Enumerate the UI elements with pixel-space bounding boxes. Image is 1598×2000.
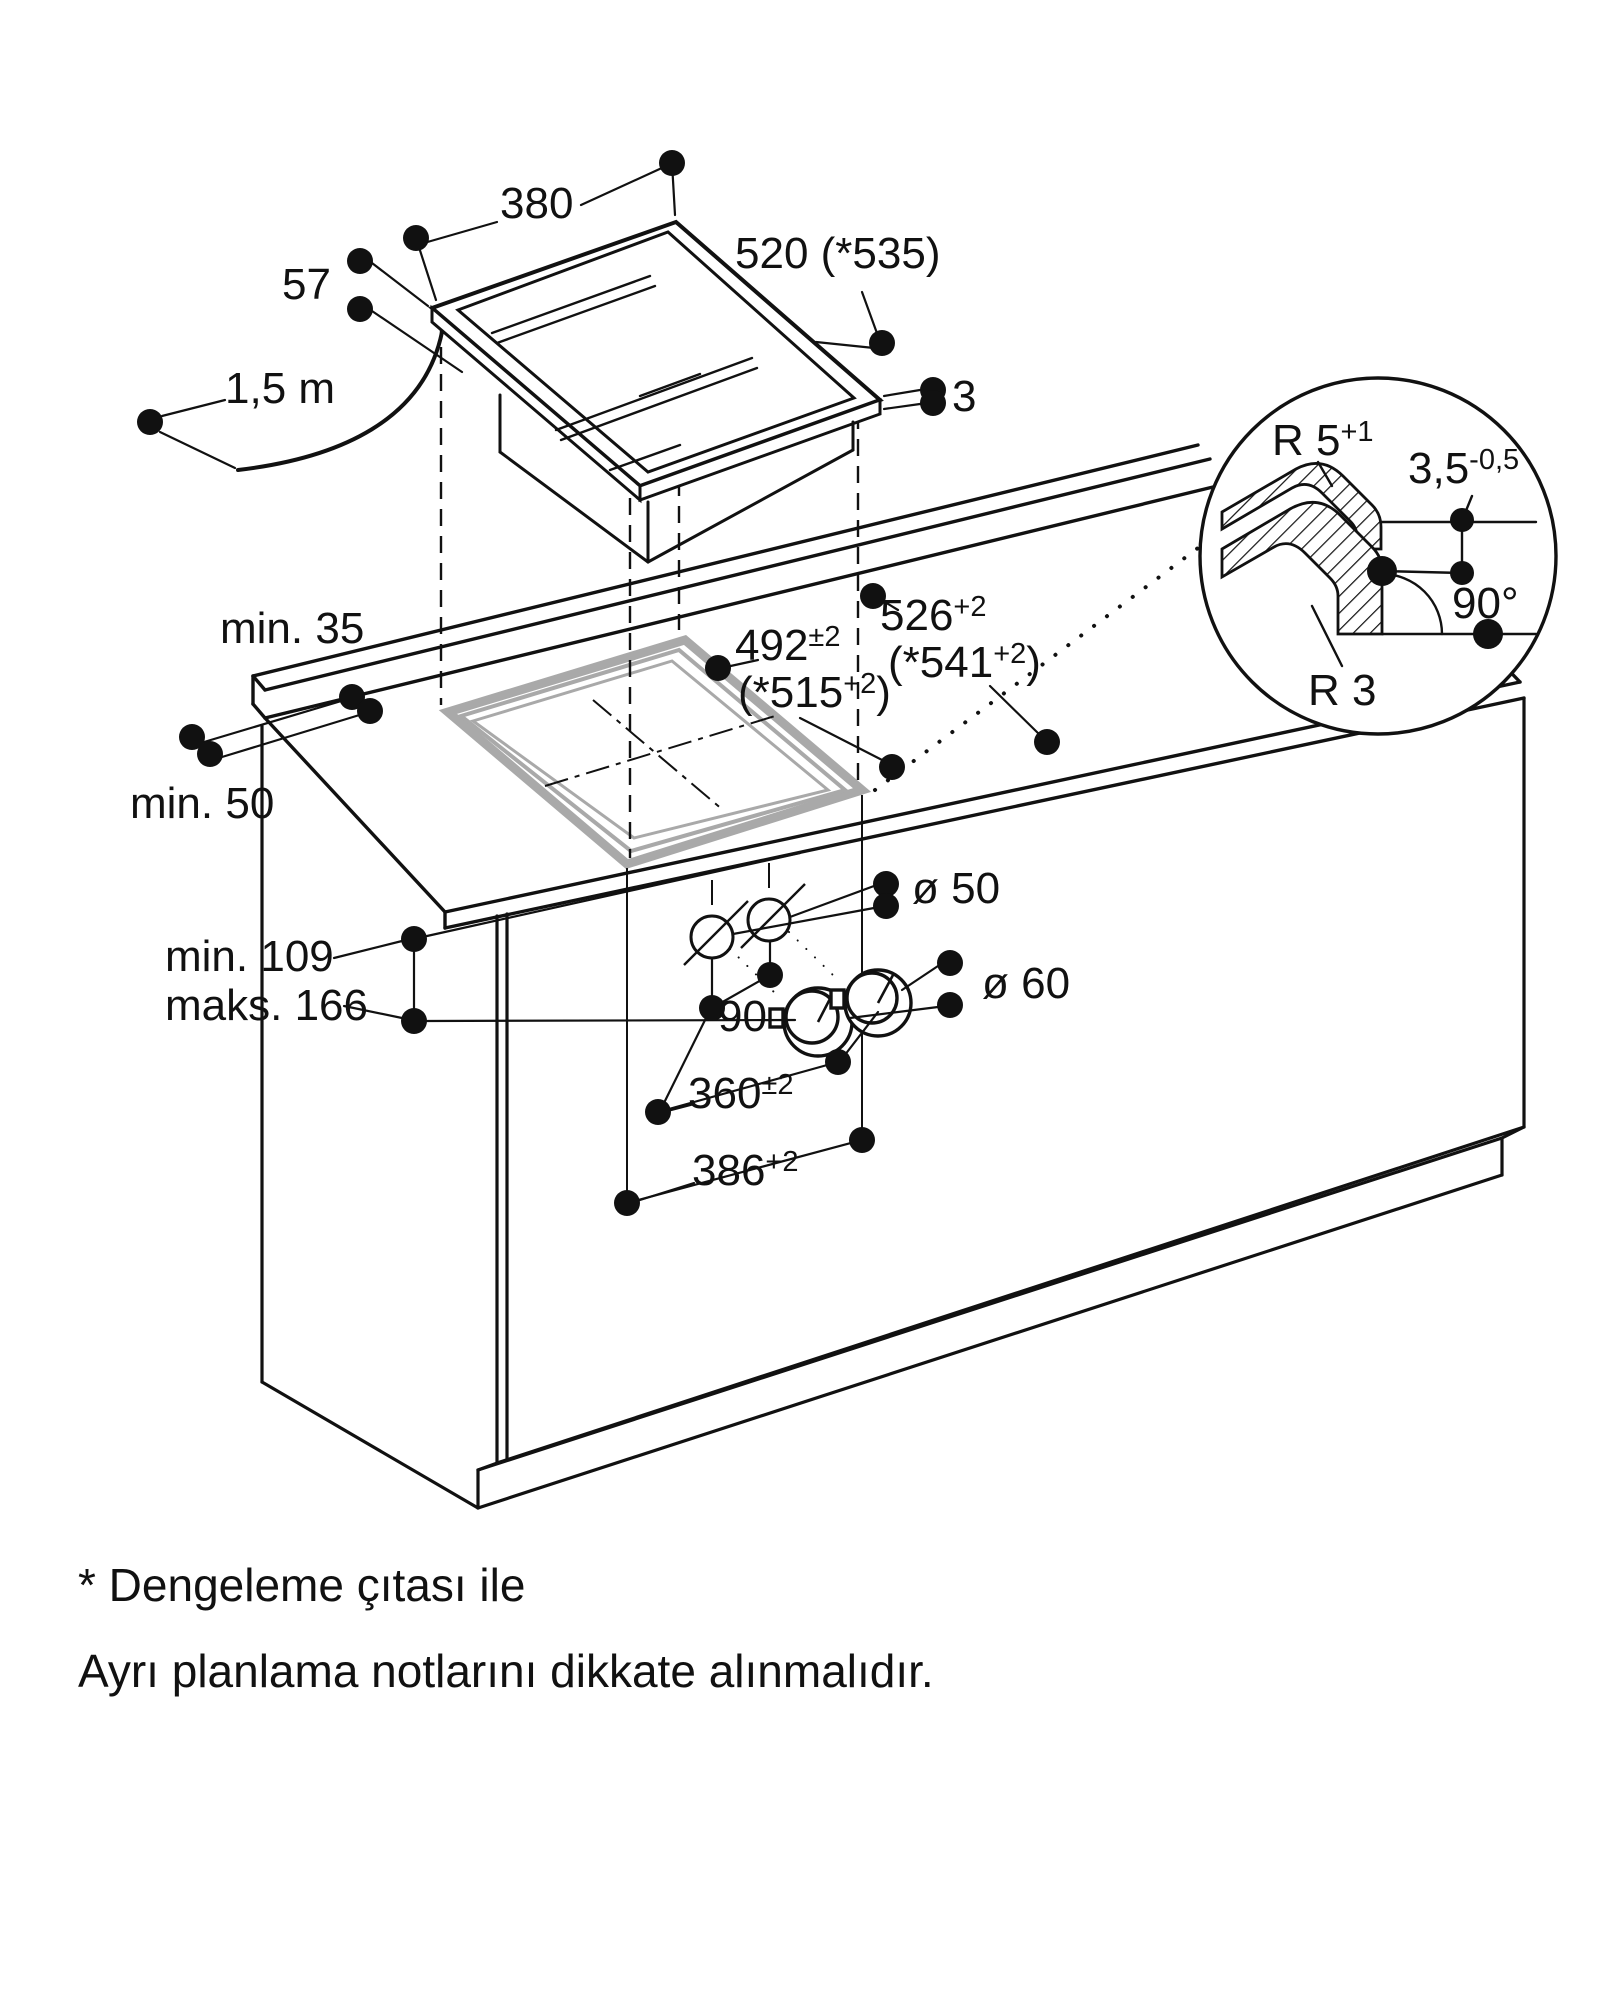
- dim-hole-diameter: ø 50: [912, 864, 1001, 913]
- detail-angle: 90°: [1452, 579, 1519, 628]
- dim-cutout-width: $492^{\pm 2}$: [735, 621, 841, 670]
- dim-knob-height-max: maks. 166: [165, 981, 368, 1030]
- detail-circle: [1200, 378, 1556, 734]
- dim-cutout-width-alt: $(*515^{+2})$: [738, 668, 891, 717]
- detail-thickness: $3,5^{-0,5}$: [1408, 444, 1520, 493]
- footnote-line-2: Ayrı planlama notlarını dikkate alınmalıdır.: [78, 1645, 934, 1697]
- footnote-line-1: * Dengeleme çıtası ile: [78, 1559, 526, 1611]
- dim-back-clearance: min. 35: [220, 604, 365, 653]
- dim-knob-height-min: min. 109: [165, 932, 334, 981]
- cabinet: [262, 698, 1524, 1508]
- dim-cooktop-width: 380: [500, 179, 574, 228]
- dim-cable-length: 1,5 m: [225, 364, 336, 413]
- dim-cutout-length-alt: $(*541^{+2})$: [888, 638, 1041, 687]
- detail-radius-top: R $5^{+1}$: [1272, 416, 1374, 465]
- dim-left-clearance: min. 50: [130, 779, 275, 828]
- dim-glass-edge: 3: [952, 372, 977, 421]
- dim-cutout-length: $526^{+2}$: [880, 591, 987, 640]
- dim-side-height: 57: [282, 260, 331, 309]
- dim-hole-gap: 90: [718, 992, 767, 1041]
- dim-hole-spacing-a: $360^{\pm 2}$: [688, 1069, 794, 1118]
- dim-cooktop-depth: 520 (*535): [735, 229, 941, 278]
- dim-knob-diameter: ø 60: [982, 959, 1071, 1008]
- dim-hole-spacing-b: $386^{+2}$: [692, 1146, 799, 1195]
- detail-radius-bottom: R 3: [1308, 666, 1377, 715]
